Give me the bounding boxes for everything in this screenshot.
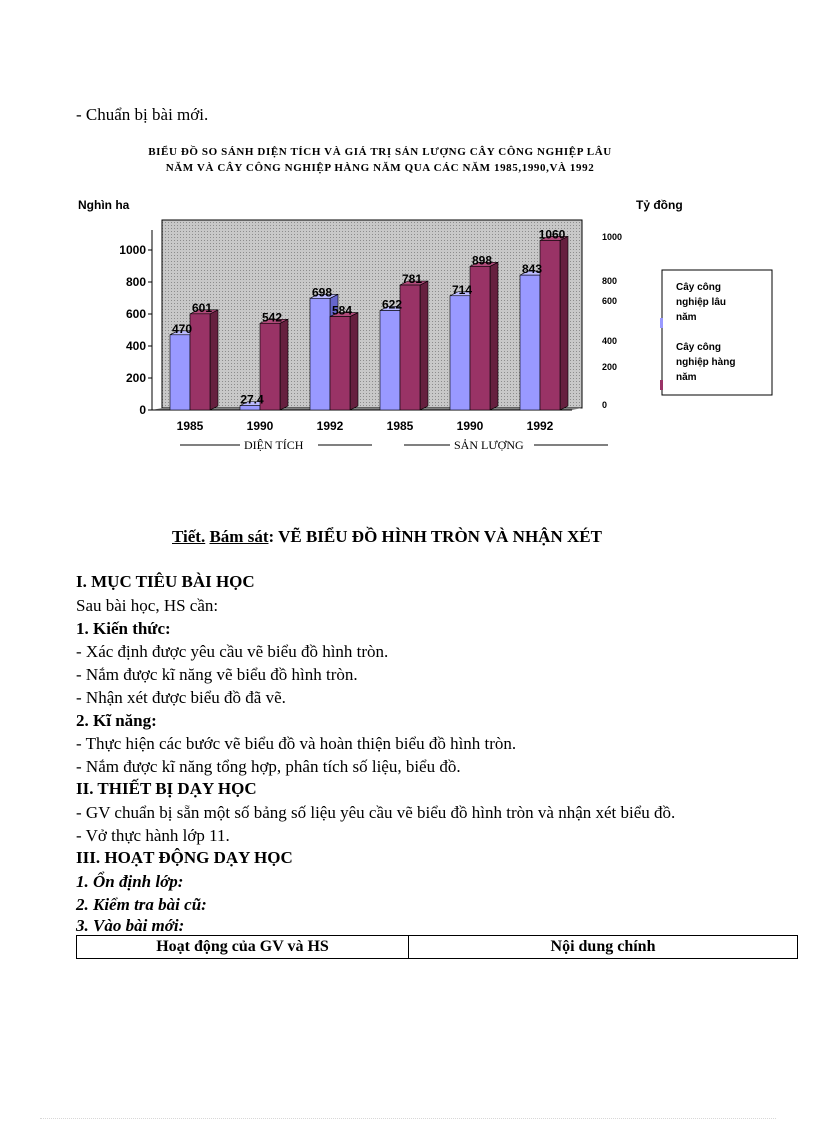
knowledge-item: - Xác định được yêu cầu vẽ biểu đồ hình tròn. <box>76 642 389 661</box>
x-tick-label: 1992 <box>316 419 344 433</box>
table-header-content: Nội dung chính <box>409 936 798 959</box>
step-item: 3. Vào bài mới: <box>76 916 185 935</box>
bar-value-label: 542 <box>261 310 283 325</box>
legend-swatch-1 <box>660 318 663 328</box>
x-tick-label: 1990 <box>246 419 274 433</box>
lesson-title-prefix1: Tiết. <box>172 527 206 546</box>
group-label-dientich: DIỆN TÍCH <box>244 438 304 452</box>
bar <box>450 296 470 410</box>
bar-side <box>210 310 218 410</box>
bar-chart <box>0 0 816 480</box>
table-header-row <box>77 936 798 959</box>
left-axis-tick-label: 0 <box>139 403 146 417</box>
bar-value-label: 781 <box>401 272 423 287</box>
left-axis-tick-label: 200 <box>125 371 146 385</box>
bar <box>330 317 350 410</box>
bar <box>400 285 420 410</box>
left-axis-unit: Nghìn ha <box>78 198 130 212</box>
right-axis-tick-label: 1000 <box>602 232 623 242</box>
legend-label-1: Cây công nghiệp lâu năm <box>676 282 726 323</box>
bar-value-label: 27.4 <box>240 392 264 407</box>
right-axis-tick-label: 200 <box>602 362 618 372</box>
bar <box>470 266 490 410</box>
x-tick-label: 1985 <box>176 419 204 433</box>
right-axis-tick-label: 400 <box>602 336 618 346</box>
step-item: 2. Kiểm tra bài cũ: <box>76 895 207 914</box>
left-axis-tick-label: 600 <box>125 307 146 321</box>
equipment-item: - Vở thực hành lớp 11. <box>76 826 230 845</box>
chart-title-line2: NĂM VÀ CÂY CÔNG NGHIỆP HÀNG NĂM QUA CÁC NĂM 1985,1990,VÀ 1992 <box>165 162 595 174</box>
legend-swatch-2 <box>660 380 663 390</box>
bar-value-label: 601 <box>191 300 213 315</box>
equipment-item: - GV chuẩn bị sẵn một số bảng số liệu yêu cầu vẽ biểu đồ hình tròn và nhận xét biểu đồ. <box>76 803 676 822</box>
chart-title-line1: BIỂU ĐỒ SO SÁNH DIỆN TÍCH VÀ GIÁ TRỊ SẢN LƯỢNG CÂY CÔNG NGHIỆP LÂU <box>148 146 612 158</box>
left-axis-tick-label: 400 <box>125 339 146 353</box>
step-item: 1. Ổn định lớp: <box>76 872 184 891</box>
bar-value-label: 1060 <box>538 227 566 242</box>
bar <box>310 298 330 410</box>
skills-item: - Thực hiện các bước vẽ biểu đồ và hoàn thiện biểu đồ hình tròn. <box>76 734 517 753</box>
bar-side <box>350 313 358 410</box>
lesson-title-prefix2: Bám sát <box>209 527 269 546</box>
right-axis-tick-label: 800 <box>602 276 618 286</box>
bar-side <box>420 281 428 410</box>
knowledge-heading: 1. Kiến thức: <box>76 619 171 638</box>
right-axis-tick-label: 600 <box>602 296 618 306</box>
left-axis-tick-label: 1000 <box>119 243 146 257</box>
page-bottom-rule <box>40 1118 776 1119</box>
bar-value-label: 843 <box>521 262 543 277</box>
bar-side <box>490 262 498 410</box>
knowledge-item: - Nhận xét được biểu đồ đã vẽ. <box>76 688 286 707</box>
bar <box>520 275 540 410</box>
bar-value-label: 714 <box>451 282 473 297</box>
group-label-sanluong: SẢN LƯỢNG <box>454 438 524 452</box>
section1-intro: Sau bài học, HS cần: <box>76 596 219 615</box>
bar-value-label: 622 <box>381 297 403 312</box>
section3-heading: III. HOẠT ĐỘNG DẠY HỌC <box>76 848 293 867</box>
section2-heading: II. THIẾT BỊ DẠY HỌC <box>76 779 257 798</box>
bar <box>190 314 210 410</box>
bar-value-label: 584 <box>331 303 353 318</box>
bar-side <box>280 319 288 410</box>
x-tick-label: 1992 <box>526 419 554 433</box>
lesson-title <box>172 527 602 547</box>
right-axis-tick-label: 0 <box>602 400 608 410</box>
skills-heading: 2. Kĩ năng: <box>76 711 157 730</box>
intro-line: - Chuẩn bị bài mới. <box>76 105 209 124</box>
section1-heading: I. MỤC TIÊU BÀI HỌC <box>76 572 255 591</box>
bar-side <box>560 236 568 410</box>
bar <box>540 240 560 410</box>
table-header-activities: Hoạt động của GV và HS <box>77 936 409 959</box>
chart-plot-area <box>162 220 582 408</box>
bar-value-label: 470 <box>171 321 193 336</box>
activity-table <box>76 935 798 959</box>
left-axis-tick-label: 800 <box>125 275 146 289</box>
bar <box>170 335 190 410</box>
x-tick-label: 1985 <box>386 419 414 433</box>
bar-value-label: 898 <box>471 253 493 268</box>
right-axis-unit: Tỷ đồng <box>636 198 683 212</box>
legend-label-2: Cây công nghiệp hàng năm <box>676 342 736 383</box>
bar <box>380 310 400 410</box>
lesson-title-rest: : VẼ BIỂU ĐỒ HÌNH TRÒN VÀ NHẬN XÉT <box>268 527 602 546</box>
skills-item: - Nắm được kĩ năng tổng hợp, phân tích số liệu, biểu đồ. <box>76 757 461 776</box>
x-tick-label: 1990 <box>456 419 484 433</box>
knowledge-item: - Nắm được kĩ năng vẽ biểu đồ hình tròn. <box>76 665 358 684</box>
bar-value-label: 698 <box>311 285 333 300</box>
